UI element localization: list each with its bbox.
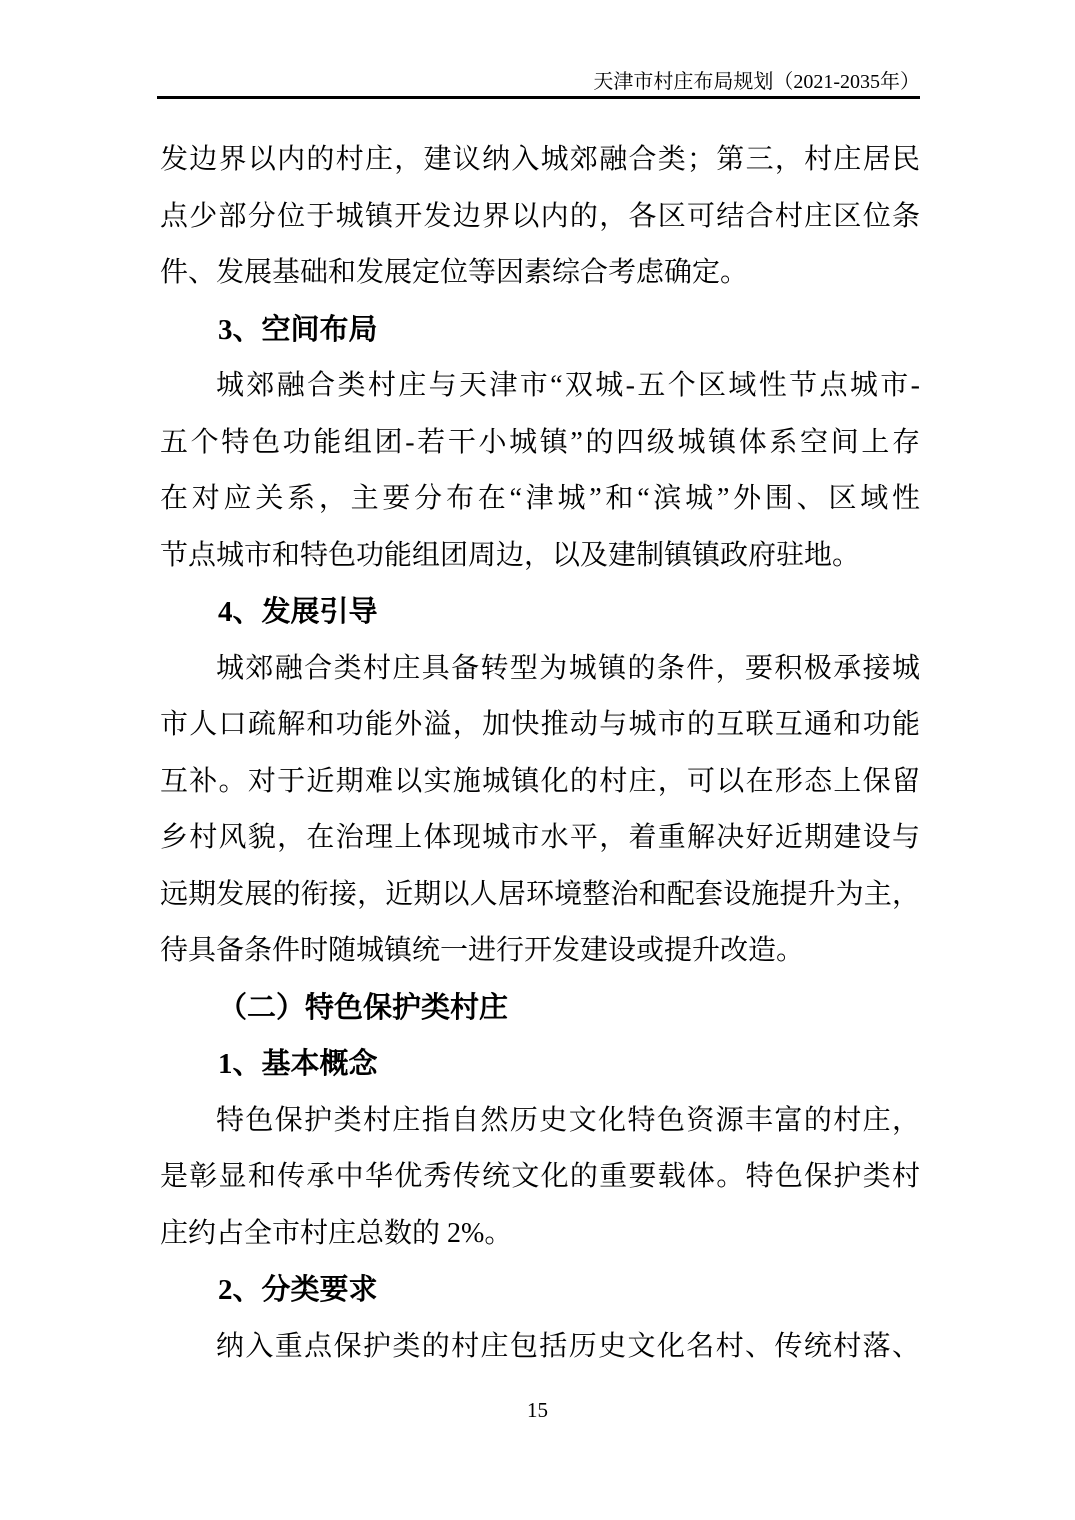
body-line: 五个特色功能组团-若干小城镇”的四级城镇体系空间上存 bbox=[160, 426, 920, 458]
body-line: 在对应关系，主要分布在“津城”和“滨城”外围、区域性 bbox=[160, 483, 920, 514]
section-heading: 4、发展引导 bbox=[218, 596, 378, 628]
body-line: 纳入重点保护类的村庄包括历史文化名村、传统村落、 bbox=[216, 1330, 920, 1362]
body-line: 市人口疏解和功能外溢，加快推动与城市的互联互通和功能 bbox=[160, 709, 920, 740]
body-line: 待具备条件时随城镇统一进行开发建设或提升改造。 bbox=[160, 935, 805, 966]
body-line: 发边界以内的村庄，建议纳入城郊融合类；第三，村庄居民 bbox=[160, 144, 920, 175]
page-number: 15 bbox=[527, 1398, 548, 1422]
header-title: 天津市村庄布局规划（2021-2035年） bbox=[593, 71, 920, 93]
body-line: 庄约占全市村庄总数的 2%。 bbox=[160, 1217, 513, 1249]
body-line: 城郊融合类村庄具备转型为城镇的条件，要积极承接城 bbox=[216, 652, 920, 684]
page-footer bbox=[0, 1396, 1075, 1424]
section-heading: 1、基本概念 bbox=[218, 1048, 378, 1080]
body-line: 特色保护类村庄指自然历史文化特色资源丰富的村庄， bbox=[216, 1104, 920, 1136]
body-line: 节点城市和特色功能组团周边，以及建制镇镇政府驻地。 bbox=[160, 539, 861, 571]
body-line: 是彰显和传承中华优秀传统文化的重要载体。特色保护类村 bbox=[160, 1161, 920, 1192]
document-body bbox=[160, 132, 920, 1375]
body-line: 乡村风貌，在治理上体现城市水平，着重解决好近期建设与 bbox=[160, 822, 920, 853]
body-line: 互补。对于近期难以实施城镇化的村庄，可以在形态上保留 bbox=[160, 765, 920, 797]
body-line: 件、发展基础和发展定位等因素综合考虑确定。 bbox=[160, 257, 749, 288]
section-heading: 2、分类要求 bbox=[218, 1274, 378, 1306]
body-line: 点少部分位于城镇开发边界以内的，各区可结合村庄区位条 bbox=[160, 200, 920, 232]
page-header bbox=[157, 70, 920, 99]
section-heading: 3、空间布局 bbox=[218, 313, 378, 346]
body-line: 城郊融合类村庄与天津市“双城-五个区域性节点城市- bbox=[216, 370, 920, 401]
body-line: 远期发展的衔接，近期以人居环境整治和配套设施提升为主， bbox=[160, 878, 920, 910]
section-heading: （二）特色保护类村庄 bbox=[218, 991, 509, 1024]
